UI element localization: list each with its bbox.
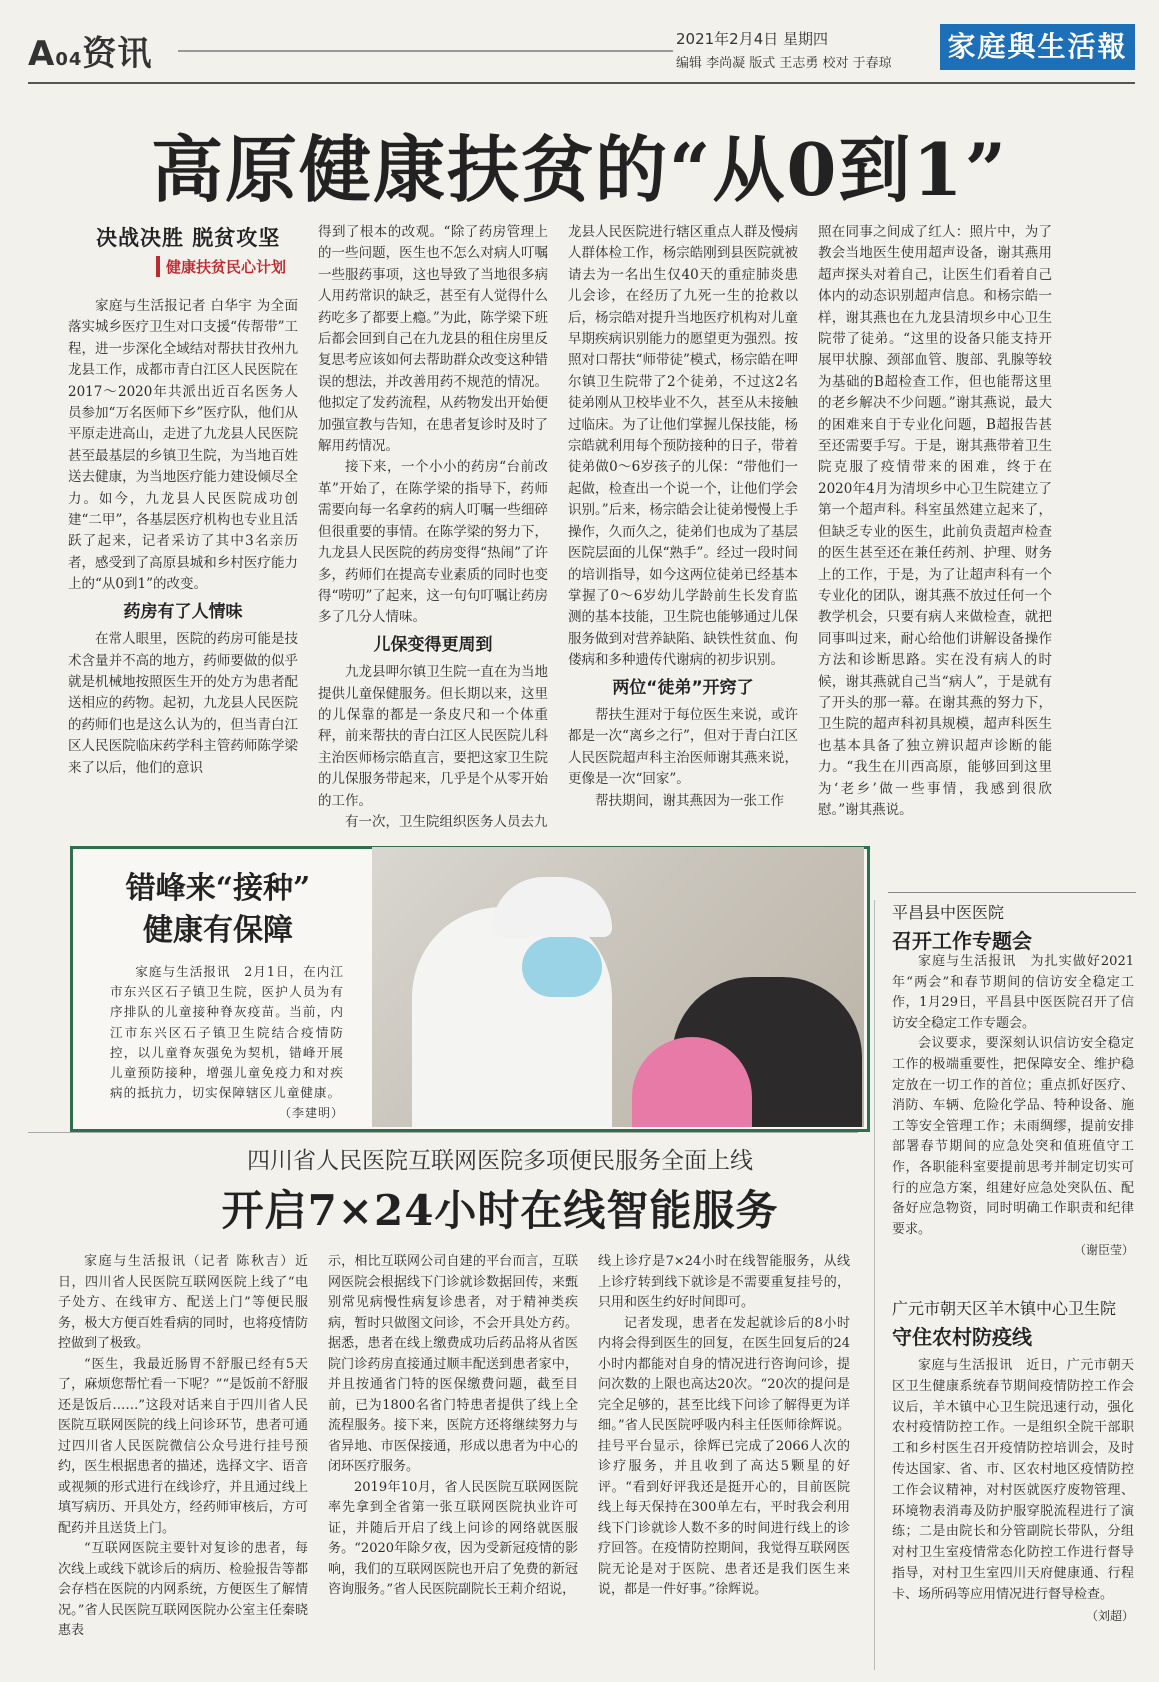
issue-date: 2021年2月4日 星期四 (676, 30, 829, 48)
subheading-apprentices: 两位“徒弟”开窍了 (612, 677, 754, 698)
paragraph: 家庭与生活报讯 2月1日，在内江市东兴区石子镇卫生院，医护人员为有序排队的儿童接种脊灰疫苗。当前，内江市东兴区石子镇卫生院结合疫情防控，以儿童脊灰强免为契机，错峰开展儿童预防接种，增强儿童免疫力和对疾病的抵抗力，切实保障辖区儿童健康。 (110, 964, 344, 1101)
nurse-cap (492, 877, 612, 937)
kicker-title: 决战决胜 脱贫攻坚 (96, 225, 281, 250)
paragraph: 家庭与生活报讯 为扎实做好2021年“两会”和春节期间的信访安全稳定工作，1月29日，平昌县中医医院召开了信访安全稳定工作专题会。 (892, 954, 1134, 1031)
photo-credit: （李建明） (278, 1106, 344, 1121)
bottom-col-1 (58, 1252, 308, 1642)
face-mask (522, 937, 602, 997)
side-item-1-title: 平昌县中医医院 召开工作专题会 (892, 903, 1032, 953)
main-col-3 (568, 222, 798, 812)
paragraph: 龙县人民医院进行辖区重点人群及慢病人群体检工作，杨宗皓刚到县医院就被请去为一名出生仅40天的重症肺炎患儿会诊，在经历了九死一生的抢救以后，杨宗皓对提升当地医疗机构对儿童早期疾病识别能力的愿望更为强烈。按照对口帮扶“师带徒”模式，杨宗皓在呷尔镇卫生院带了2个徒弟，不过这2名徒弟刚从卫校毕业不久，甚至从未接触过临床。为了让他们掌握儿保技能，杨宗皓就利用每个预防接种的日子，带着徒弟做0～6岁孩子的儿保：“带他们一起做，检查出一个说一个，让他们学会识别。”后来，杨宗皓会让徒弟慢慢上手操作，久而久之，徒弟们也成为了基层医院层面的儿保“熟手”。经过一段时间的培训指导，如今这两位徒弟已经基本掌握了0～6岁幼儿学龄前生长发育监测的基本技能，卫生院也能够通过儿保服务做到对营养缺陷、缺铁性贫血、佝偻病和多种遗传代谢病的初步识别。 (568, 224, 798, 669)
main-col-2 (318, 222, 548, 833)
author-credit: （刘超） (1085, 1608, 1134, 1623)
paragraph: 有一次，卫生院组织医务人员去九 (345, 813, 548, 830)
masthead-logo: 家庭與生活報 (940, 24, 1135, 70)
vaccine-box-title: 错峰来“接种” 健康有保障 (125, 871, 311, 948)
header-rule (178, 50, 673, 52)
bottom-subhead: 四川省人民医院互联网医院多项便民服务全面上线 (247, 1148, 753, 1174)
subheading-pharmacy: 药房有了人情味 (123, 601, 243, 622)
main-headline: 高原健康扶贫的“从0到1” (150, 127, 1009, 212)
bottom-story-rule (28, 1132, 858, 1133)
main-col-4 (818, 222, 1052, 821)
side-divider (888, 892, 1136, 893)
header-divider (28, 82, 1135, 84)
paragraph: “互联网医院主要针对复诊的患者，每次线上或线下就诊后的病历、检验报告等都会存档在医院的内网系统，方便医生了解情况。”省人民医院互联网医院办公室主任秦晓惠表 (58, 1541, 308, 1638)
staff-credits: 编辑 李尚凝 版式 王志勇 校对 于春琼 (676, 56, 892, 71)
bottom-col-2 (328, 1252, 578, 1601)
paragraph: 在常人眼里，医院的药房可能是技术含量并不高的地方，药师要做的似乎就是机械地按照医生开的处方为患者配送相应的药物。起初，九龙县人民医院的药师们也是这么认为的，但当青白江区人民医院临床药学科主管药师陈学梁来了以后，他们的意识 (68, 631, 298, 776)
kicker-tag: 健康扶贫民心计划 (156, 256, 326, 277)
paragraph: 线上诊疗是7×24小时在线智能服务，从线上诊疗转到线下就诊是不需要重复挂号的，只用和医生约好时间即可。 (598, 1254, 850, 1310)
paragraph: 会议要求，要深刻认识信访安全稳定工作的极端重要性，把保障安全、维护稳定放在一切工作的首位；重点抓好医疗、消防、车辆、危险化学品、特种设备、施工等安全管理工作；未雨绸缪，提前安排部署春节期间的应急处突和值班值守工作，各职能科室要提前思考并制定切实可行的应急方案，组建好应急处突队伍、配备好应急物资，同时明确工作职责和纪律要求。 (892, 1036, 1134, 1237)
paragraph: “医生，我最近肠胃不舒服已经有5天了，麻烦您帮忙看一下呢？”“是饭前不舒服还是饭后……”这段对话来自于四川省人民医院互联网医院的线上问诊环节，患者可通过四川省人民医院微信公众号进行挂号预约，医生根据患者的描述，选择文字、语音或视频的形式进行在线诊疗，并且通过线上填写病历、开具处方，经药师审核后，方可配药并且送货上门。 (58, 1356, 308, 1536)
paragraph: 2019年10月，省人民医院互联网医院率先拿到全省第一张互联网医院执业许可证，并随后开启了线上问诊的网络就医服务。“2020年除夕夜，因为受新冠疫情的影响，我们的互联网医院也开启了免费的新冠咨询服务。”省人民医院副院长王莉介绍说， (328, 1479, 578, 1597)
author-credit: （谢臣莹） (1073, 1243, 1134, 1258)
paragraph: 家庭与生活报记者 白华宇 为全面落实城乡医疗卫生对口支援“传帮带”工程，进一步深化全域结对帮扶甘孜州九龙县工作，成都市青白江区人民医院在2017～2020年共派出近百名医务人员参加“万名医师下乡”医疗队，他们从平原走进高山，走进了九龙县人民医院甚至最基层的乡镇卫生院，为当地百姓送去健康，为当地医疗能力建设倾尽全力。如今，九龙县人民医院成功创建“二甲”，各基层医疗机构也专业且活跃了起来，记者采访了其中3名亲历者，感受到了高原县城和乡村医疗能力上的“从0到1”的改变。 (68, 298, 298, 593)
bottom-headline: 开启7×24小时在线智能服务 (221, 1186, 779, 1235)
paragraph: 九龙县呷尔镇卫生院一直在为当地提供儿童保健服务。但长期以来，这里的儿保靠的都是一条皮尺和一个体重秤，前来帮扶的青白江区人民医院儿科主治医师杨宗皓直言，要把这家卫生院的儿保服务带起来，几乎是个从零开始的工作。 (318, 664, 548, 809)
paragraph: 记者发现，患者在发起就诊后的8小时内将会得到医生的回复，在医生回复后的24小时内都能对自身的情况进行咨询问诊，提问次数的上限也高达20次。“20次的提问是完全足够的，甚至比线下问诊了解得更为详细。”省人民医院呼吸内科主任医师徐辉说。挂号平台显示，徐辉已完成了2066人次的诊疗服务，并且收到了高达5颗星的好评。“看到好评我还是挺开心的，目前医院线上每天保持在300单左右，平时我会利用线下门诊就诊人数不多的时间进行线上的诊疗回答。在疫情防控期间，我觉得互联网医院无论是对于医院、患者还是我们医生来说，都是一件好事。”徐辉说。 (598, 1315, 850, 1597)
paragraph: 家庭与生活报讯（记者 陈秋吉）近日，四川省人民医院互联网医院上线了“电子处方、在线审方、配送上门”等便民服务，极大方便百姓看病的同时，也将疫情防控做到了极致。 (58, 1254, 308, 1351)
paragraph: 得到了根本的改观。“除了药房管理上的一些问题，医生也不怎么对病人叮嘱一些服药事项，这也导致了当地很多病人用药常识的缺乏，甚至有人觉得什么药吃多了都要上瘾。”为此，陈学梁下班后都会回到自己在九龙县的租住房里反复思考应该如何去帮助群众改变这种错误的想法，并改善用药不规范的情况。他拟定了发药流程，从药物发出开始便加强宣教与告知，在患者复诊时及时了解用药情况。 (318, 224, 548, 455)
side-item-2-body (892, 1356, 1134, 1626)
paragraph: 示，相比互联网公司自建的平台而言，互联网医院会根据线下门诊就诊数据回传，来甄别常见病慢性病复诊患者，对于精神类疾病，暂时只做图文问诊，不会开具处方药。据悉，患者在线上缴费成功后药品将从省医院门诊药房直接通过顺丰配送到患者家中，并且按通省门特的医保缴费问题，截至目前，已为1800名省门特患者提供了线上全流程服务。接下来，医院方还将继续努力与省异地、市医保接通，形成以患者为中心的闭环医疗服务。 (328, 1254, 578, 1474)
vaccine-box-text (110, 962, 344, 1124)
subheading-child-care: 儿保变得更周到 (373, 634, 493, 655)
paragraph: 帮扶期间，谢其燕因为一张工作 (595, 792, 784, 809)
paragraph: 帮扶生涯对于每位医生来说，或许都是一次“离乡之行”，但对于青白江区人民医院超声科主治医师谢其燕来说，更像是一次“回家”。 (568, 706, 798, 788)
bottom-col-3 (598, 1252, 850, 1601)
main-col-1 (68, 296, 298, 779)
paragraph: 家庭与生活报讯 近日，广元市朝天区卫生健康系统春节期间疫情防控工作会议后，羊木镇中心卫生院迅速行动，强化农村疫情防控工作。一是组织全院干部职工和乡村医生召开疫情防控培训会，及时传达国家、省、市、区农村地区疫情防控工作会议精神，对村医就医疗废物管理、环境物表消毒及防护服穿脱流程进行了演练；二是由院长和分管副院长带队，分组对村卫生室疫情常态化防控工作进行督导指导，对村卫生室四川天府健康通、行程卡、场所码等应用情况进行督导检查。 (892, 1358, 1134, 1602)
vaccination-photo (372, 847, 864, 1127)
section-label: A04资讯 (28, 34, 153, 74)
paragraph: 照在同事之间成了红人：照片中，为了教会当地医生使用超声设备，谢其燕用超声探头对着自己，让医生们看着自己体内的动态识别超声信息。和杨宗皓一样，谢其燕也在九龙县清坝乡中心卫生院带了徒弟。“这里的设备只能支持开展甲状腺、颈部血管、腹部、乳腺等较为基础的B超检查工作，但也能帮这里的老乡解决不少问题。”谢其燕说，最大的困难来自于专业化问题，B超报告甚至还需要手写。于是，谢其燕带着卫生院克服了疫情带来的困难，终于在2020年4月为清坝乡中心卫生院建立了第一个超声科。科室虽然建立起来了，但缺乏专业的医生，此前负责超声检查的医生甚至还在兼任药剂、护理、财务上的工作，于是，为了让超声科有一个专业化的团队，谢其燕不放过任何一个教学机会，只要有病人来做检查，就把同事叫过来，耐心给他们讲解设备操作方法和诊断思路。实在没有病人的时候，谢其燕就自己当“病人”，于是就有了开头的那一幕。在谢其燕的努力下，卫生院的超声科初具规模，超声科医生也基本具备了独立辨识超声诊断的能力。“我生在川西高原，能够回到这里为‘老乡’做一些事情，我感到很欣慰。”谢其燕说。 (818, 224, 1052, 818)
column-separator (874, 900, 875, 1670)
side-item-2-title: 广元市朝天区羊木镇中心卫生院 守住农村防疫线 (892, 1299, 1117, 1349)
side-item-1-body (892, 952, 1134, 1261)
kicker (96, 222, 326, 277)
paragraph: 接下来，一个小小的药房“台前改革”开始了，在陈学梁的指导下，药师需要向每一名拿药的病人叮嘱一些细碎但很重要的事情。在陈学梁的努力下，九龙县人民医院的药房变得“热闹”了许多，药师们在提高专业素质的同时也变得“唠叨”了起来，这一句句叮嘱让药房多了几分人情味。 (318, 459, 548, 626)
